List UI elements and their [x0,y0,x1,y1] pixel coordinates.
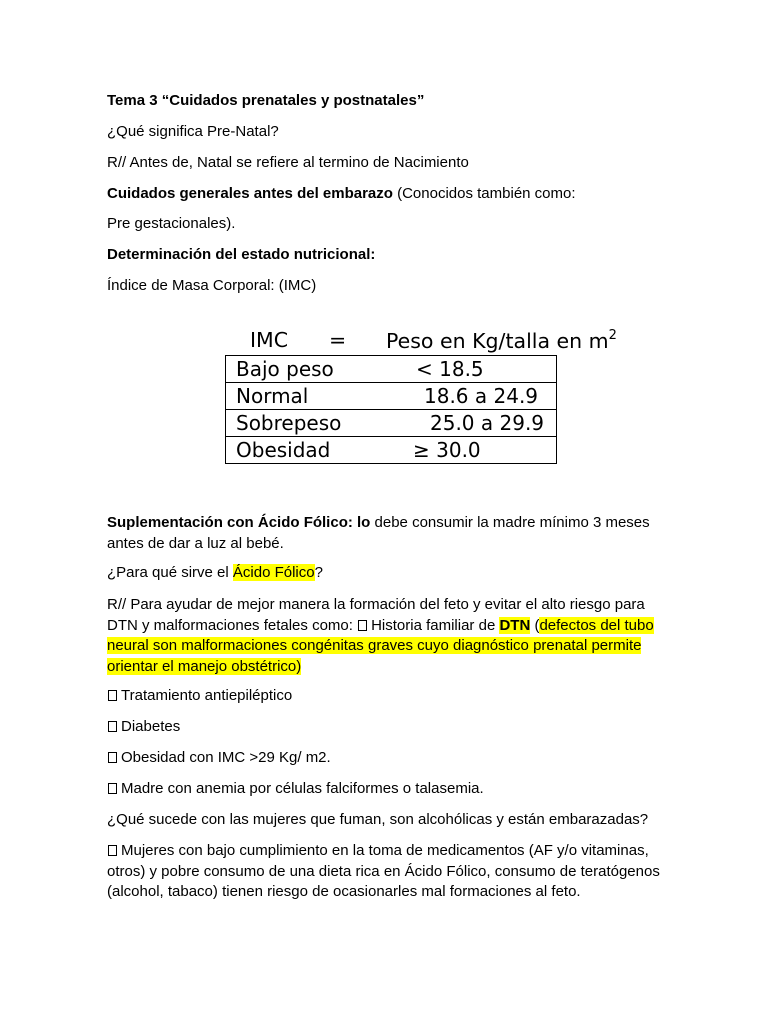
nutricional-heading: Determinación del estado nutricional: [107,246,376,263]
imc-row-bajo-peso [226,356,557,383]
checkbox-glyph-icon [108,721,117,732]
answer-fumadoras [107,841,667,903]
imc-table [225,355,557,464]
bullet-text: Diabetes [121,718,181,735]
cuidados-heading-rest: (Conocidos también como: [392,185,576,202]
document-title: Tema 3 “Cuidados prenatales y postnatales” [107,92,425,109]
imc-label: Índice de Masa Corporal: (IMC) [107,277,317,294]
imc-category: Bajo peso [226,356,397,383]
bullet-item [107,779,667,800]
imc-head-equals: = [329,328,347,352]
bullet-item [107,717,667,738]
question-acido-post: ? [314,564,323,581]
imc-category: Sobrepeso [226,410,397,437]
imc-head-superscript: 2 [608,328,617,343]
checkbox-glyph-icon [108,845,117,856]
imc-head-formula [386,328,617,353]
imc-head-left: IMC [250,328,289,352]
imc-value: < 18.5 [396,356,557,383]
bullet-text: Madre con anemia por células falciformes o talasemia. [121,780,484,797]
question-acido-pre: ¿Para qué sirve el [107,564,233,581]
answer-historia: Historia familiar de [371,616,500,634]
imc-row-normal [226,383,557,410]
imc-category: Obesidad [226,437,397,464]
question-acido-highlight: Ácido Fólico [232,564,315,581]
cuidados-heading-bold: Cuidados generales antes del embarazo [107,185,393,202]
bullet-text: Obesidad con IMC >29 Kg/ m2. [121,749,331,766]
answer-dtn-definition-highlight: defectos del tubo neural son malformaciones congénitas graves cuyo diagnóstico prenatal permite orientar el manejo obstétrico) [107,616,654,675]
answer-dtn-highlight: DTN [499,616,531,634]
imc-value: ≥ 30.0 [396,437,557,464]
suplementacion-paragraph [107,513,667,554]
bullet-item [107,686,667,707]
cuidados-line2: Pre gestacionales). [107,215,236,232]
suplementacion-rest: debe consumir la madre mínimo 3 meses antes de dar a luz al bebé. [107,514,650,552]
question-acido-folico [107,563,667,584]
imc-row-sobrepeso [226,410,557,437]
imc-row-obesidad [226,437,557,464]
bullet-text: Tratamiento antiepiléptico [121,687,293,704]
question-fumadoras: ¿Qué sucede con las mujeres que fuman, son alcohólicas y están embarazadas? [107,811,649,828]
checkbox-glyph-icon [358,620,367,631]
checkbox-glyph-icon [108,690,117,701]
cuidados-heading [107,184,667,205]
imc-value: 25.0 a 29.9 [396,410,557,437]
checkbox-glyph-icon [108,783,117,794]
checkbox-glyph-icon [108,752,117,763]
imc-table-figure [222,322,618,470]
answer-prenatal: R// Antes de, Natal se refiere al termino de Nacimiento [107,154,469,171]
question-prenatal: ¿Qué significa Pre-Natal? [107,123,279,140]
imc-head-formula-text: Peso en Kg/talla en m [386,329,609,353]
suplementacion-bold: Suplementación con Ácido Fólico: lo [107,514,371,531]
answer-sep: ( [530,616,540,634]
imc-value: 18.6 a 24.9 [396,383,557,410]
bullet-item [107,748,667,769]
answer-acido-intro: R// Para ayudar de mejor manera la formación del feto y evitar el alto riesgo para DTN y malformaciones fetales como: [107,596,645,634]
answer-acido-folico [107,595,667,677]
imc-category: Normal [226,383,397,410]
answer-fumadoras-text: Mujeres con bajo cumplimiento en la toma de medicamentos (AF y/o vitaminas, otros) y pobre consumo de una dieta rica en Ácido Fólico, consumo de teratógenos (alcohol, tabaco) tienen riesgo de ocasionarles mal formaciones al feto. [107,842,660,900]
